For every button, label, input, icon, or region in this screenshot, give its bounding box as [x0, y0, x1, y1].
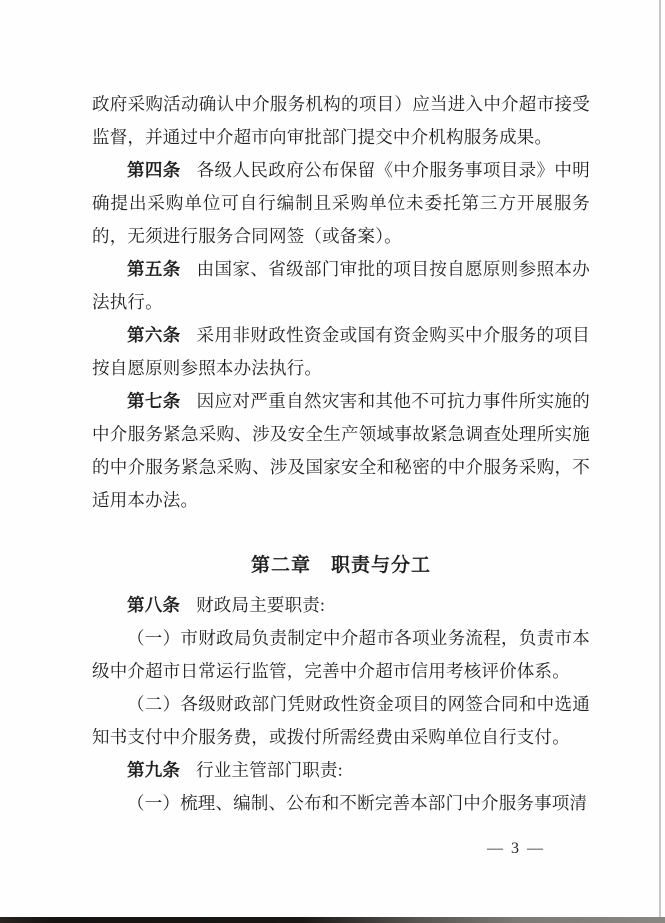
- paragraph-continued-text: 政府采购活动确认中介服务机构的项目）应当进入中介超市接受监督，并通过中介超市向审批部门提交中介机构服务成果。: [92, 94, 590, 147]
- paragraph-continued: [92, 88, 590, 154]
- chapter-2-heading: 第二章 职责与分工: [250, 555, 431, 576]
- article-4-label: 第四条: [127, 160, 181, 180]
- article-7-label: 第七条: [127, 391, 181, 411]
- document-body: [92, 88, 590, 820]
- article-5-text: 由国家、省级部门审批的项目按自愿原则参照本办法执行。: [92, 259, 590, 312]
- article-8-item-1: （一）市财政局负责制定中介超市各项业务流程，负责市本级中介超市日常运行监管，完善中介超市信用考核评价体系。: [92, 628, 590, 681]
- article-6-text: 采用非财政性资金或国有资金购买中介服务的项目按自愿原则参照本办法执行。: [92, 325, 590, 378]
- article-5: [92, 253, 590, 319]
- article-9-text: 行业主管部门职责:: [196, 760, 343, 780]
- article-9: [92, 754, 590, 787]
- scan-edge-line: [659, 0, 661, 923]
- article-8-text: 财政局主要职责:: [196, 595, 326, 615]
- article-7: [92, 385, 590, 517]
- page-number: — 3 —: [487, 840, 545, 857]
- article-6: [92, 319, 590, 385]
- scan-bottom-bar: [0, 917, 665, 923]
- article-8-item-2: （二）各级财政部门凭财政性资金项目的网签合同和中选通知书支付中介服务费，或拨付所需经费由采购单位自行支付。: [92, 694, 590, 747]
- article-6-label: 第六条: [127, 325, 181, 345]
- article-8: [92, 589, 590, 622]
- article-4: [92, 154, 590, 253]
- article-7-text: 因应对严重自然灾害和其他不可抗力事件所实施的中介服务紧急采购、涉及安全生产领域事故紧急调查处理所实施的中介服务紧急采购、涉及国家安全和秘密的中介服务采购，不适用本办法。: [92, 391, 590, 510]
- article-8-label: 第八条: [127, 595, 181, 615]
- article-9-item-1: （一）梳理、编制、公布和不断完善本部门中介服务事项清: [127, 793, 588, 813]
- article-9-label: 第九条: [127, 760, 181, 780]
- article-4-text: 各级人民政府公布保留《中介服务事项目录》中明确提出采购单位可自行编制且采购单位未委托第三方开展服务的，无须进行服务合同网签（或备案）。: [92, 160, 590, 246]
- article-5-label: 第五条: [127, 259, 181, 279]
